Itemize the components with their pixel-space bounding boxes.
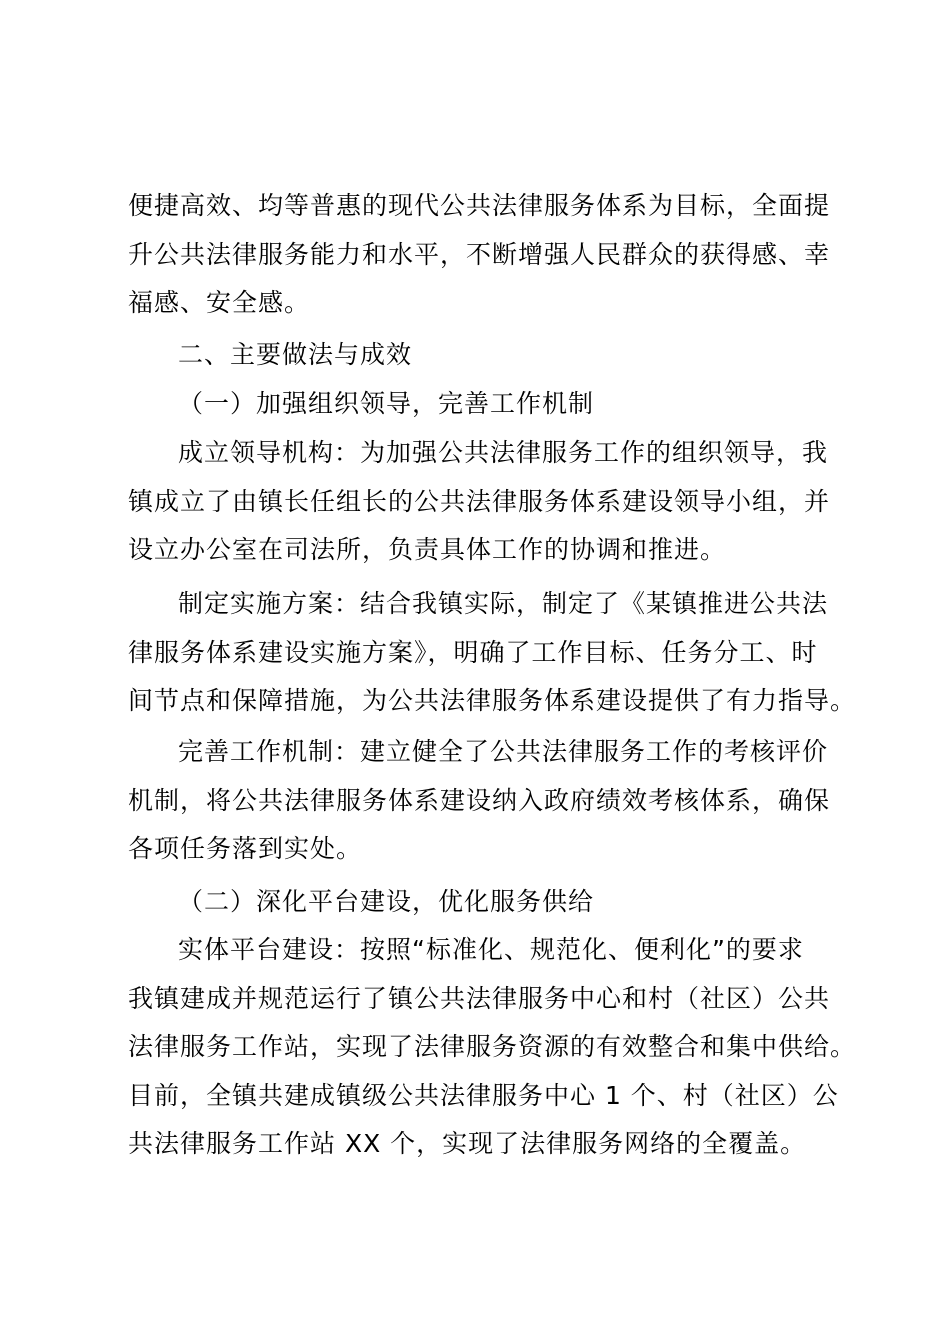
- subsection-heading-2: [128, 878, 838, 927]
- text-line: 律服务体系建设实施方案》，明确了工作目标、任务分工、时: [128, 637, 818, 667]
- text-line: 间节点和保障措施，为公共法律服务体系建设提供了有力指导。: [128, 686, 857, 715]
- section-heading: [128, 331, 838, 380]
- text-line: 我镇建成并规范运行了镇公共法律服务中心和村（社区）公共: [128, 983, 831, 1013]
- text-line: 便捷高效、均等普惠的现代公共法律服务体系为目标，全面提: [128, 191, 831, 220]
- paragraph-leadership: [128, 429, 838, 575]
- text-line: 完善工作机制：建立健全了公共法律服务工作的考核评价: [178, 737, 829, 766]
- text-line: 实体平台建设：按照“标准化、规范化、便利化”的要求: [178, 935, 804, 964]
- paragraph-mechanism: [128, 728, 838, 874]
- text-line: 目前，全镇共建成镇级公共法律服务中心 1 个、村（社区）公: [128, 1080, 839, 1110]
- text-line: 福感、安全感。: [128, 288, 311, 317]
- subsection-heading-1: [128, 380, 838, 429]
- paragraph-plan: [128, 580, 857, 726]
- heading-text: （二）深化平台建设，优化服务供给: [178, 887, 595, 916]
- heading-text: （一）加强组织领导，完善工作机制: [178, 389, 595, 418]
- text-line: 各项任务落到实处。: [128, 834, 363, 863]
- paragraph-intro-continuation: [128, 182, 838, 328]
- text-line: 设立办公室在司法所，负责具体工作的协调和推进。: [128, 535, 727, 564]
- text-line: 机制，将公共法律服务体系建设纳入政府绩效考核体系，确保: [128, 785, 831, 815]
- text-line: 共法律服务工作站 XX 个，实现了法律服务网络的全覆盖。: [128, 1129, 807, 1158]
- text-line: 镇成立了由镇长任组长的公共法律服务体系建设领导小组，并: [128, 486, 831, 516]
- text-line: 升公共法律服务能力和水平，不断增强人民群众的获得感、幸: [128, 239, 831, 269]
- paragraph-platform: [128, 926, 857, 1169]
- heading-text: 二、主要做法与成效: [178, 340, 413, 369]
- text-line: 法律服务工作站，实现了法律服务资源的有效整合和集中供给。: [128, 1032, 857, 1061]
- text-line: 成立领导机构：为加强公共法律服务工作的组织领导，我: [178, 438, 829, 467]
- text-line: 制定实施方案：结合我镇实际，制定了《某镇推进公共法: [178, 589, 829, 618]
